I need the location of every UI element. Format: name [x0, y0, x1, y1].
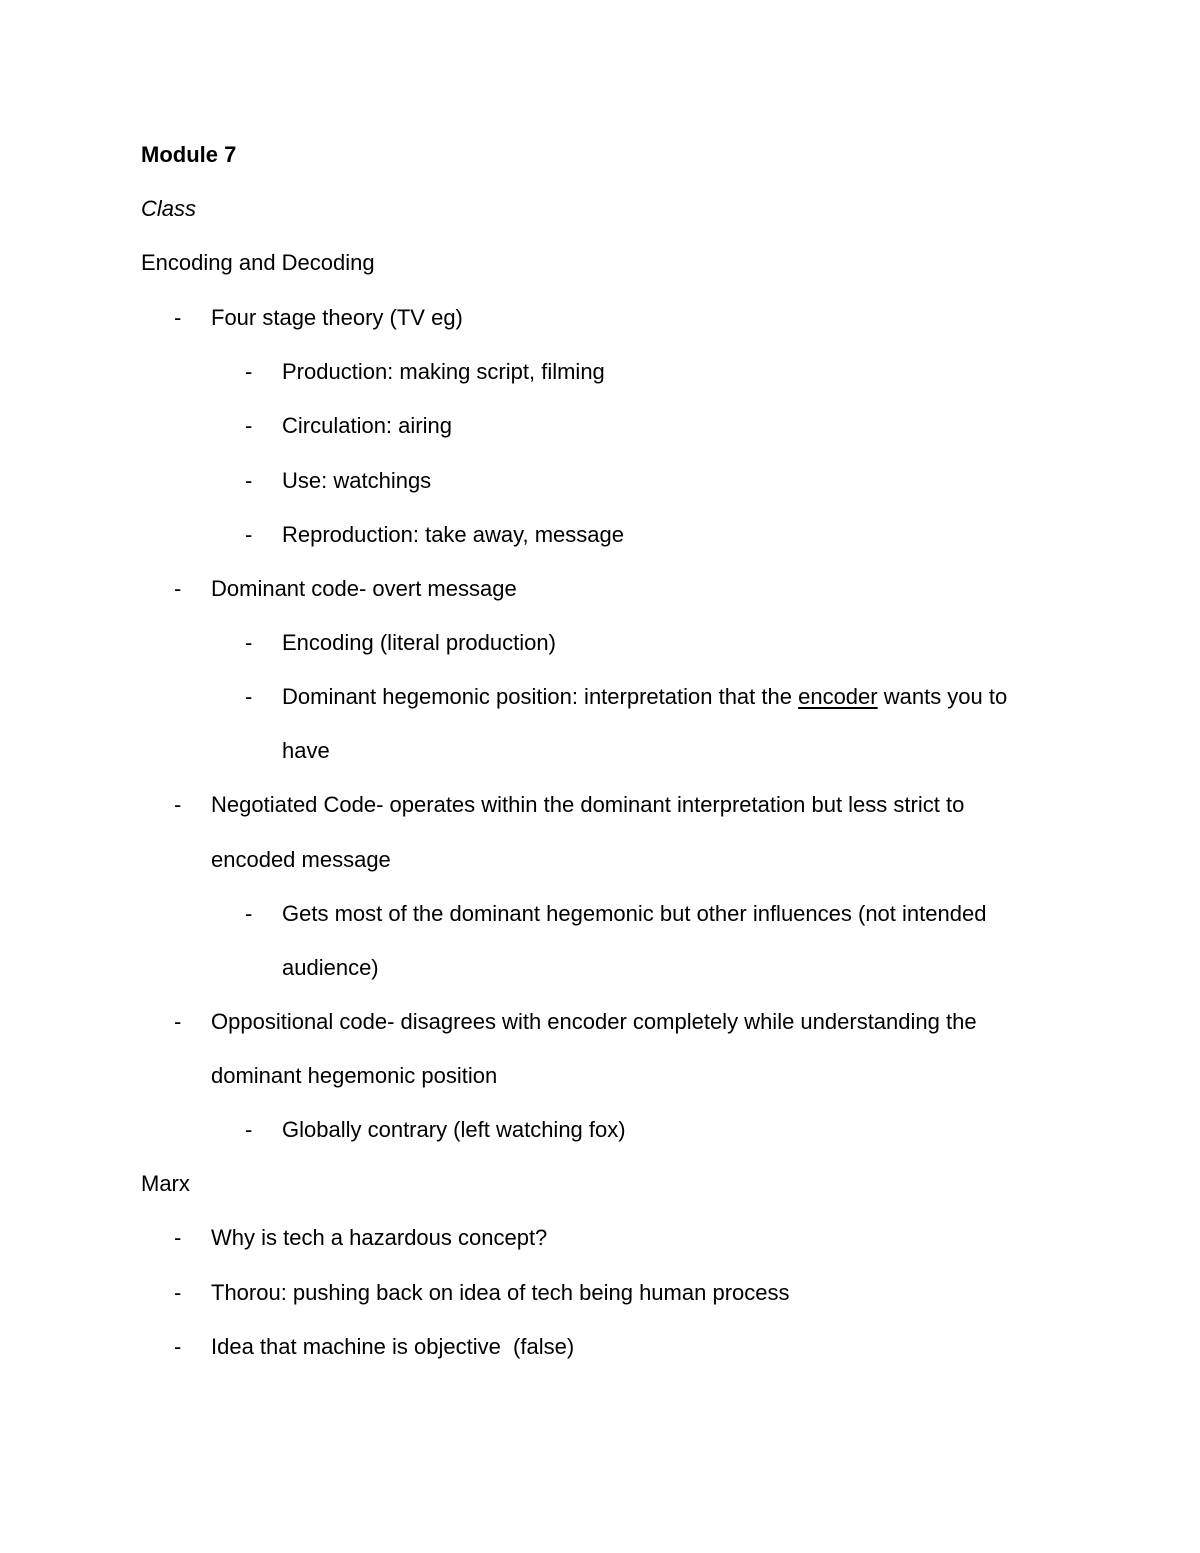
bullet-dash: - [245, 630, 253, 655]
list-item: Why is tech a hazardous concept? [211, 1225, 548, 1250]
list-item: Idea that machine is objective (false) [211, 1334, 575, 1359]
text-run: Dominant hegemonic position: interpretation that the [282, 684, 799, 709]
sub-list-item: Circulation: airing [282, 413, 452, 438]
bullet-dash: - [245, 1117, 253, 1142]
sub-list-item: Encoding (literal production) [282, 630, 556, 655]
sub-list-item-continuation: have [282, 738, 330, 763]
sub-list-item: Reproduction: take away, message [282, 522, 624, 547]
text-run: wants you to [877, 684, 1008, 709]
list-item-continuation: encoded message [211, 847, 391, 872]
bullet-dash: - [245, 359, 253, 384]
bullet-dash: - [174, 1334, 182, 1359]
bullet-dash: - [174, 1280, 182, 1305]
page-title: Module 7 [141, 142, 237, 167]
list-item-continuation: dominant hegemonic position [211, 1063, 498, 1088]
bullet-dash: - [245, 522, 253, 547]
sub-list-item: Production: making script, filming [282, 359, 605, 384]
list-item: Four stage theory (TV eg) [211, 305, 463, 330]
list-item: Thorou: pushing back on idea of tech being human process [211, 1280, 790, 1305]
bullet-dash: - [245, 413, 253, 438]
section-heading-encoding: Encoding and Decoding [141, 250, 375, 275]
sub-list-item: Use: watchings [282, 468, 432, 493]
list-item: Negotiated Code- operates within the dominant interpretation but less strict to [211, 792, 965, 817]
bullet-dash: - [174, 1009, 182, 1034]
underlined-word: encoder [798, 684, 878, 709]
bullet-dash: - [245, 901, 253, 926]
sub-list-item: Gets most of the dominant hegemonic but other influences (not intended [282, 901, 987, 926]
list-item: Oppositional code- disagrees with encoder completely while understanding the [211, 1009, 977, 1034]
bullet-dash: - [245, 468, 253, 493]
sub-list-item: Globally contrary (left watching fox) [282, 1117, 626, 1142]
bullet-dash: - [174, 792, 182, 817]
page-subtitle: Class [141, 196, 197, 221]
bullet-dash: - [245, 684, 253, 709]
bullet-dash: - [174, 576, 182, 601]
sub-list-item [282, 683, 1007, 711]
list-item: Dominant code- overt message [211, 576, 517, 601]
section-heading-marx: Marx [141, 1171, 190, 1196]
sub-list-item-continuation: audience) [282, 955, 379, 980]
bullet-dash: - [174, 1225, 182, 1250]
bullet-dash: - [174, 305, 182, 330]
